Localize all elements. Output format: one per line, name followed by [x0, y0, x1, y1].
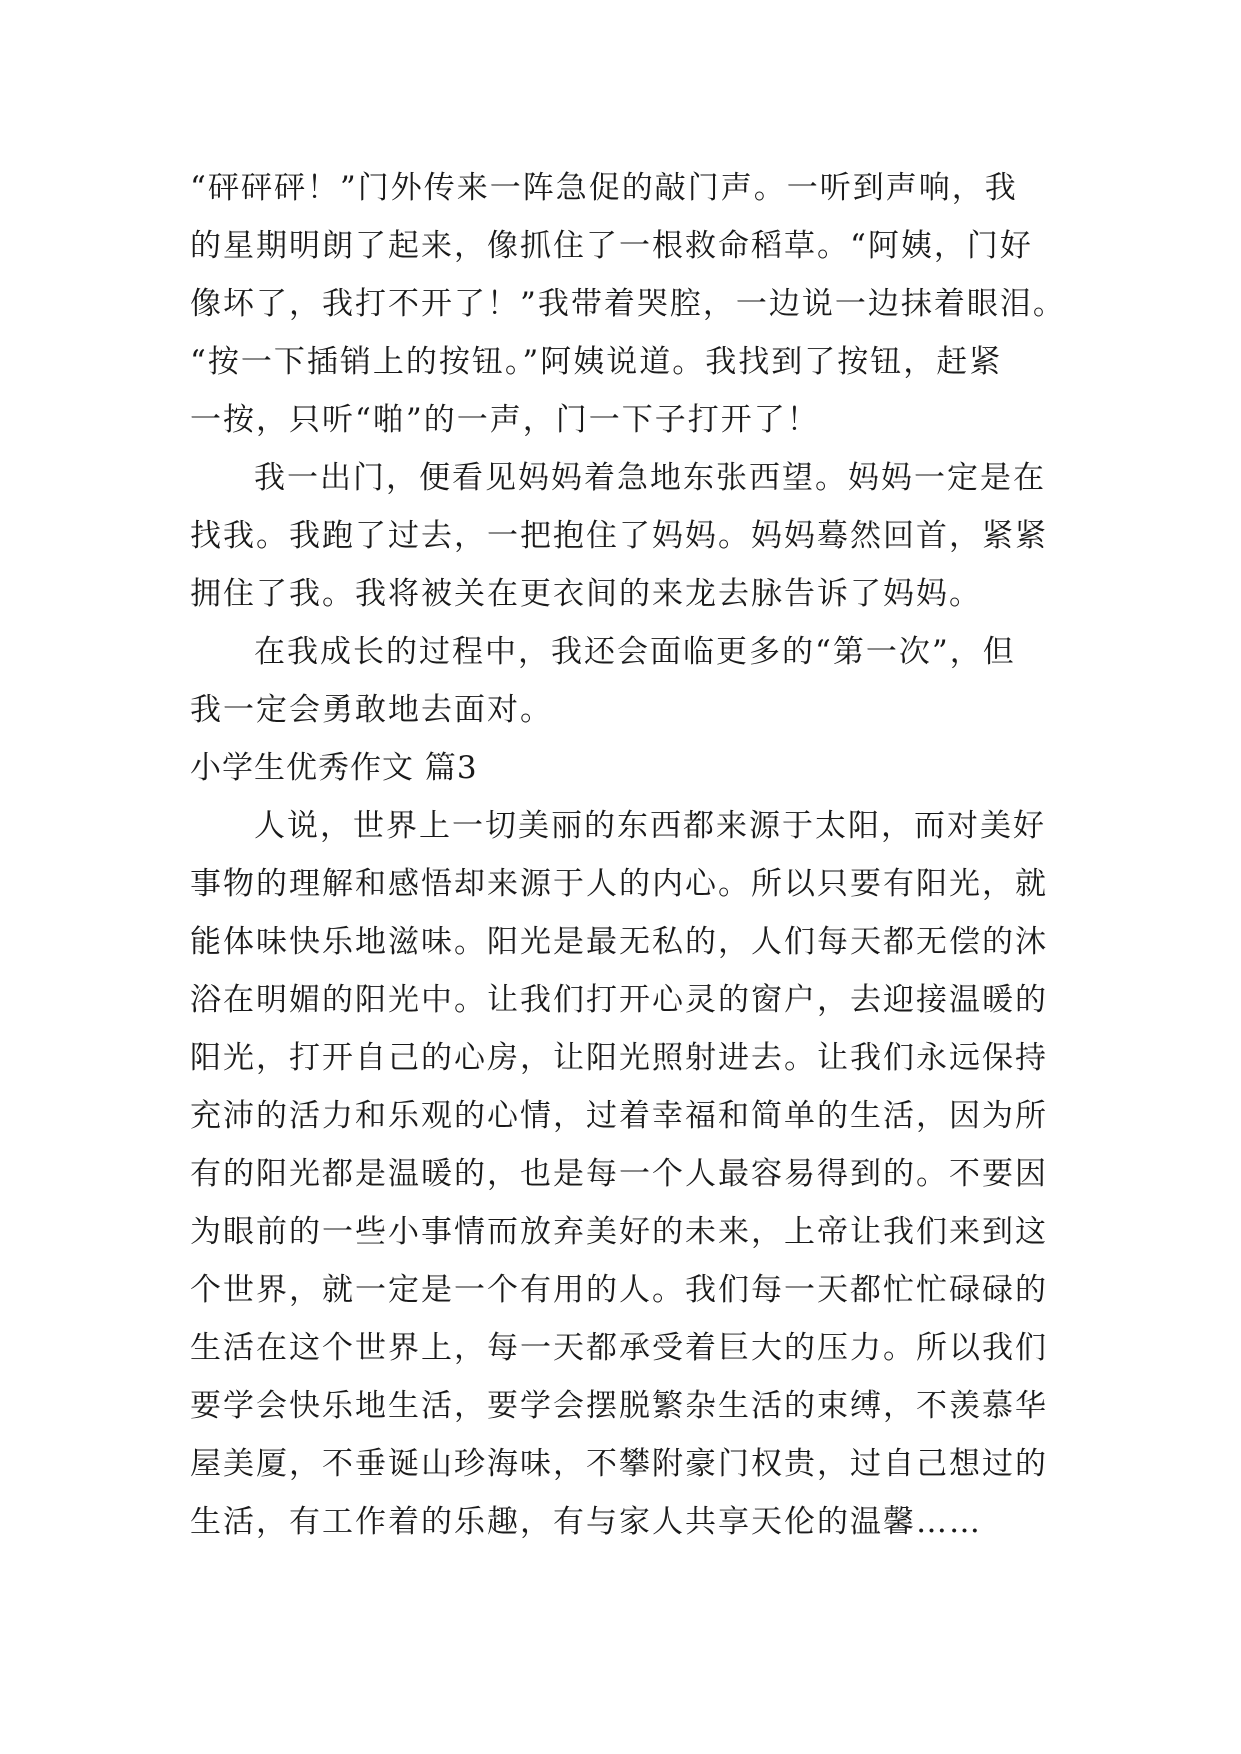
text-line: 充沛的活力和乐观的心情，过着幸福和简单的生活，因为所 — [190, 1098, 1048, 1134]
text-line: 个世界，就一定是一个有用的人。我们每一天都忙忙碌碌的 — [190, 1272, 1048, 1308]
text-line: 生活，有工作着的乐趣，有与家人共享天伦的温馨…… — [190, 1504, 982, 1540]
text-line: 人说，世界上一切美丽的东西都来源于太阳，而对美好 — [254, 808, 1046, 844]
section-heading: 小学生优秀作文 篇3 — [190, 750, 478, 786]
text-line: 找我。我跑了过去，一把抱住了妈妈。妈妈蓦然回首，紧紧 — [190, 518, 1048, 554]
text-line: 我一定会勇敢地去面对。 — [190, 692, 553, 728]
text-line: 像坏了，我打不开了！”我带着哭腔，一边说一边抹着眼泪。 — [190, 286, 1066, 322]
text-line: 阳光，打开自己的心房，让阳光照射进去。让我们永远保持 — [190, 1040, 1048, 1076]
text-line: 在我成长的过程中，我还会面临更多的“第一次”，但 — [254, 634, 1016, 670]
text-line: 为眼前的一些小事情而放弃美好的未来，上帝让我们来到这 — [190, 1214, 1048, 1250]
text-line: 事物的理解和感悟却来源于人的内心。所以只要有阳光，就 — [190, 866, 1048, 902]
text-line: 生活在这个世界上，每一天都承受着巨大的压力。所以我们 — [190, 1330, 1048, 1366]
text-line: 我一出门，便看见妈妈着急地东张西望。妈妈一定是在 — [254, 460, 1046, 496]
text-line: “按一下插销上的按钮。”阿姨说道。我找到了按钮，赶紧 — [190, 344, 1003, 380]
text-line: 浴在明媚的阳光中。让我们打开心灵的窗户，去迎接温暖的 — [190, 982, 1048, 1018]
text-line: 的星期明朗了起来，像抓住了一根救命稻草。“阿姨，门好 — [190, 228, 1033, 264]
text-line: 能体味快乐地滋味。阳光是最无私的，人们每天都无偿的沐 — [190, 924, 1048, 960]
text-line: 拥住了我。我将被关在更衣间的来龙去脉告诉了妈妈。 — [190, 576, 982, 612]
text-line: 有的阳光都是温暖的，也是每一个人最容易得到的。不要因 — [190, 1156, 1048, 1192]
text-line: 要学会快乐地生活，要学会摆脱繁杂生活的束缚，不羡慕华 — [190, 1388, 1048, 1424]
text-line: 屋美厦，不垂诞山珍海味，不攀附豪门权贵，过自己想过的 — [190, 1446, 1048, 1482]
text-line: “砰砰砰！”门外传来一阵急促的敲门声。一听到声响，我 — [190, 170, 1018, 206]
text-line: 一按，只听“啪”的一声，门一下子打开了！ — [190, 402, 820, 438]
